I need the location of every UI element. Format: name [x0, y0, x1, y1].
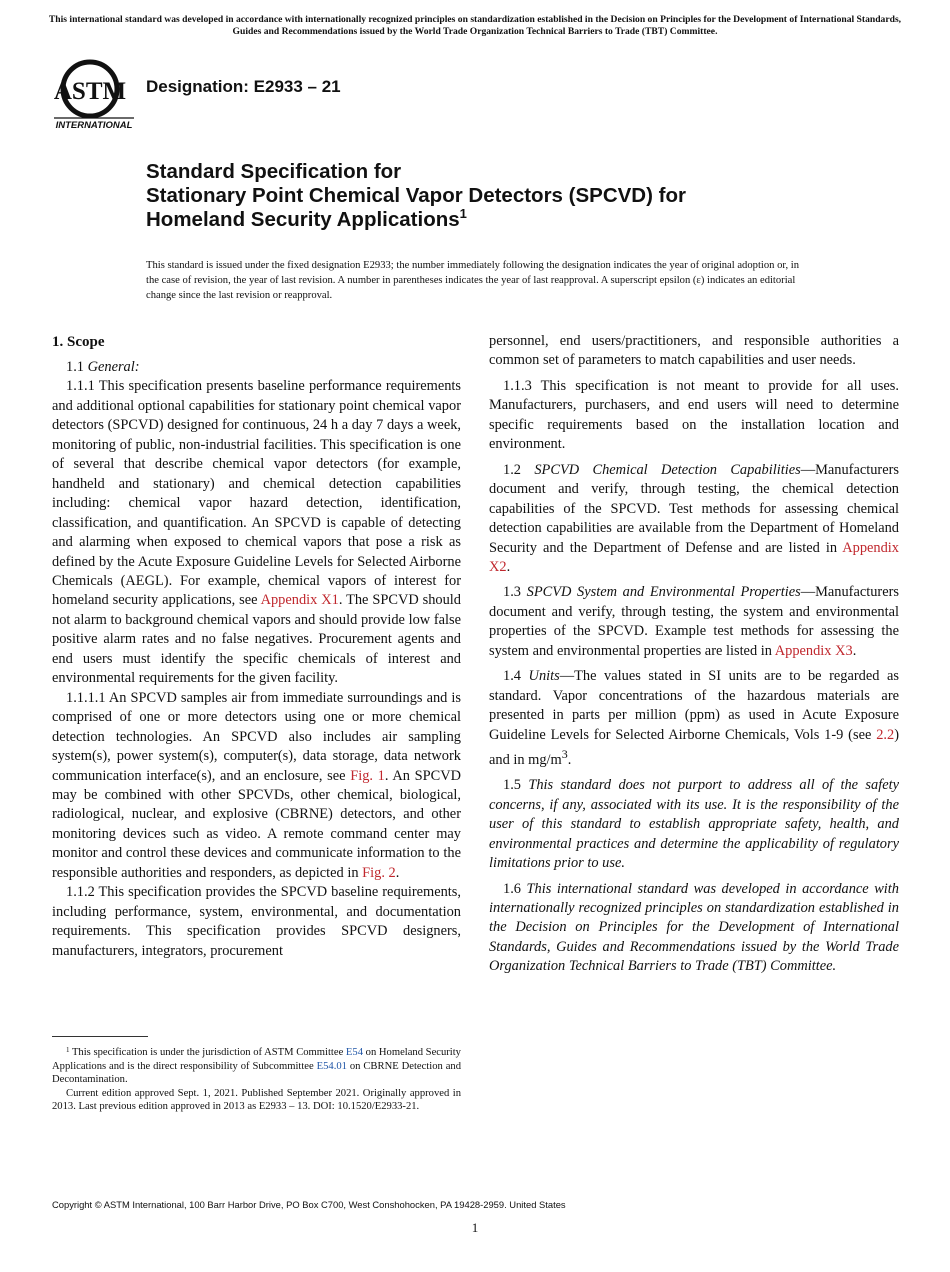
- para-1-4: [489, 667, 899, 770]
- document-title: [146, 160, 866, 232]
- copyright-line: Copyright © ASTM International, 100 Barr Harbor Drive, PO Box C700, West Conshohocken, PA 19428-2959. United States: [52, 1199, 566, 1210]
- wto-notice: This international standard was developed in accordance with internationally recognized principles on standardization established in the Decision on Principles for the Development of International Standards, Guides and Recommendations issued by the World Trade Organization Technical Barriers to Trade (TBT) Committee.: [48, 14, 902, 37]
- left-column: [52, 332, 461, 961]
- right-column: [489, 332, 899, 977]
- para-text: 1.1.1 This specification presents baseline performance requirements and additional optional capabilities for stationary point chemical vapor detectors (SPCVD) designed for continuous, 24 h a day 7 days a week, monitoring of public, non-industrial facilities. This specification is one of several that describe chemical vapor detectors (for example, handheld and stationary) and chemical detection capabilities including: chemical vapor hazard detection, identification, classification, and quantification. An SPCVD is capable of detecting and alarming when exposed to chemical vapors that pose a risk as defined by the Acute Exposure Guideline Levels for Selected Airborne Chemicals (AEGL). For example, chemical vapors of interest for homeland security applications, see: [52, 378, 461, 609]
- para-text: —Manufacturers document and verify, through testing, the chemical detection capabilities of the SPCVD. Test methods for assessing chemical detection capabilities are available from the Department of Homeland Security and the Department of Defense and are listed in: [489, 461, 899, 556]
- footnote-divider: [52, 1036, 148, 1037]
- title-line-1: Standard Specification for: [146, 160, 402, 183]
- designation: Designation: E2933 – 21: [146, 77, 341, 96]
- logo-text: ASTM: [53, 78, 127, 105]
- para-number: 1.1: [66, 359, 88, 375]
- para-number: 1.2: [503, 461, 535, 478]
- para-number: 1.3: [503, 584, 527, 601]
- para-1-1-1-1: [52, 689, 461, 884]
- para-text: .: [395, 864, 400, 881]
- para-text: —Manufacturers document and verify, through testing, the system and environmental properties of the SPCVD. Example test methods for assessing the system and environmental properties are listed in: [489, 584, 899, 659]
- link-fig-2[interactable]: Fig. 2: [362, 864, 396, 881]
- footnote-mark: 1: [66, 1046, 70, 1054]
- para-text: This standard does not purport to address all of the safety concerns, if any, associated with its use. It is the responsibility of the user of this standard to establish appropriate safety, health, and environmental practices and determine the applicability of regulatory limitations prior to use.: [489, 777, 899, 872]
- link-section-2-2[interactable]: 2.2: [876, 726, 895, 743]
- logo-subtext: INTERNATIONAL: [55, 120, 133, 131]
- para-1-2: [489, 461, 899, 578]
- para-label: SPCVD Chemical Detection Capabilities: [534, 461, 801, 478]
- footnotes: [52, 1046, 461, 1114]
- footnote-text: on Homeland Security Applications and is the direct responsibility of Subcommittee: [52, 1047, 461, 1072]
- para-1-1-3: 1.1.3 This specification is not meant to provide for all uses. Manufacturers, purchasers, and end users will need to determine specific requirements based on the installation location and environment.: [489, 377, 899, 453]
- para-1-5: [489, 776, 899, 873]
- para-1-1: [52, 358, 461, 377]
- astm-logo-icon: [52, 56, 136, 132]
- section-heading-scope: 1. Scope: [52, 334, 105, 350]
- para-number: 1.6: [503, 880, 527, 897]
- para-text: .: [567, 751, 572, 768]
- para-label: General:: [87, 359, 140, 375]
- para-text: —The values stated in SI units are to be regarded as standard. Vapor concentrations of the hazardous materials are presented in parts per million (ppm) as used in Acute Exposure Guideline Levels for Selected Airborne Chemicals, Vols 1-9 (see: [489, 668, 899, 743]
- link-fig-1[interactable]: Fig. 1: [350, 767, 385, 784]
- page-number: 1: [471, 1220, 479, 1235]
- para-1-1-2-continued: personnel, end users/practitioners, and responsible authorities a common set of parameters to match capabilities and user needs.: [489, 333, 899, 369]
- para-text: 1.1.1.1 An SPCVD samples air from immediate surroundings and is comprised of one or more detectors using one or more chemical detection technologies. An SPCVD also includes air sampling system(s), power system(s), computer(s), data storage, data network communication interface(s), and an enclosure, see: [52, 689, 461, 784]
- title-line-3-text: Homeland Security Applications: [146, 208, 460, 231]
- para-text: . An SPCVD may be combined with other SPCVDs, other chemical, biological, radiological, nuclear, and explosive (CBRNE) detectors, and other monitoring devices such as video. A remote command center may monitor and control these devices and communicate information to the responsible authorities and responders, as depicted in: [52, 767, 461, 881]
- para-number: 1.5: [503, 777, 529, 794]
- title-footnote-mark[interactable]: 1: [459, 206, 467, 221]
- link-appendix-x3[interactable]: Appendix X3: [774, 642, 853, 659]
- superscript: 3: [561, 747, 568, 762]
- para-text: This international standard was developed in accordance with internationally recognized principles on standardization established in the Decision on Principles for the Development of International Standards, Guides and Recommendations issued by the World Trade Organization Technical Barriers to Trade (TBT) Committee.: [489, 880, 899, 975]
- para-text: .: [852, 642, 857, 659]
- para-1-6: [489, 880, 899, 977]
- para-1-3: [489, 583, 899, 661]
- footnote-text: This specification is under the jurisdiction of ASTM Committee: [69, 1047, 346, 1058]
- para-1-1-2: 1.1.2 This specification provides the SPCVD baseline requirements, including performance, system, environmental, and documentation requirements. This specification provides SPCVD designers, manufacturers, integrators, procurement: [52, 884, 461, 959]
- link-e54[interactable]: E54: [345, 1047, 363, 1058]
- para-text: .: [506, 558, 511, 575]
- link-e54-01[interactable]: E54.01: [316, 1060, 347, 1072]
- footnote-edition: Current edition approved Sept. 1, 2021. Published September 2021. Originally approved in 2013. Last previous edition approved in 2013 as E2933 – 13. DOI: 10.1520/E2933-21.: [52, 1087, 461, 1113]
- issuance-note: This standard is issued under the fixed designation E2933; the number immediately following the designation indicates the year of original adoption or, in the case of revision, the year of last revision. A number in parentheses indicates the year of last reapproval. A superscript epsilon (ε) indicates an editorial change since the last revision or reapproval.: [146, 260, 800, 301]
- para-1-1-1: [52, 377, 461, 688]
- para-text: ) and in mg/m: [489, 726, 899, 768]
- para-number: 1.4: [503, 668, 529, 685]
- footnote-1: [52, 1046, 461, 1087]
- footnote-text: on CBRNE Detection and Decontamination.: [52, 1060, 462, 1086]
- title-line-3: [146, 208, 866, 232]
- title-line-2: Stationary Point Chemical Vapor Detectors (SPCVD) for: [146, 184, 686, 207]
- link-appendix-x1[interactable]: Appendix X1: [260, 592, 339, 609]
- para-text: . The SPCVD should not alarm to background chemical vapors and should provide low false positive alarm rates and no false negatives. Procurement agents and end users must identify the specific chemicals of interest and environmental requirements for the given facility.: [52, 592, 462, 687]
- para-label: Units: [528, 668, 560, 685]
- link-appendix-x2[interactable]: Appendix X2: [489, 539, 899, 575]
- para-label: SPCVD System and Environmental Properties: [526, 584, 801, 601]
